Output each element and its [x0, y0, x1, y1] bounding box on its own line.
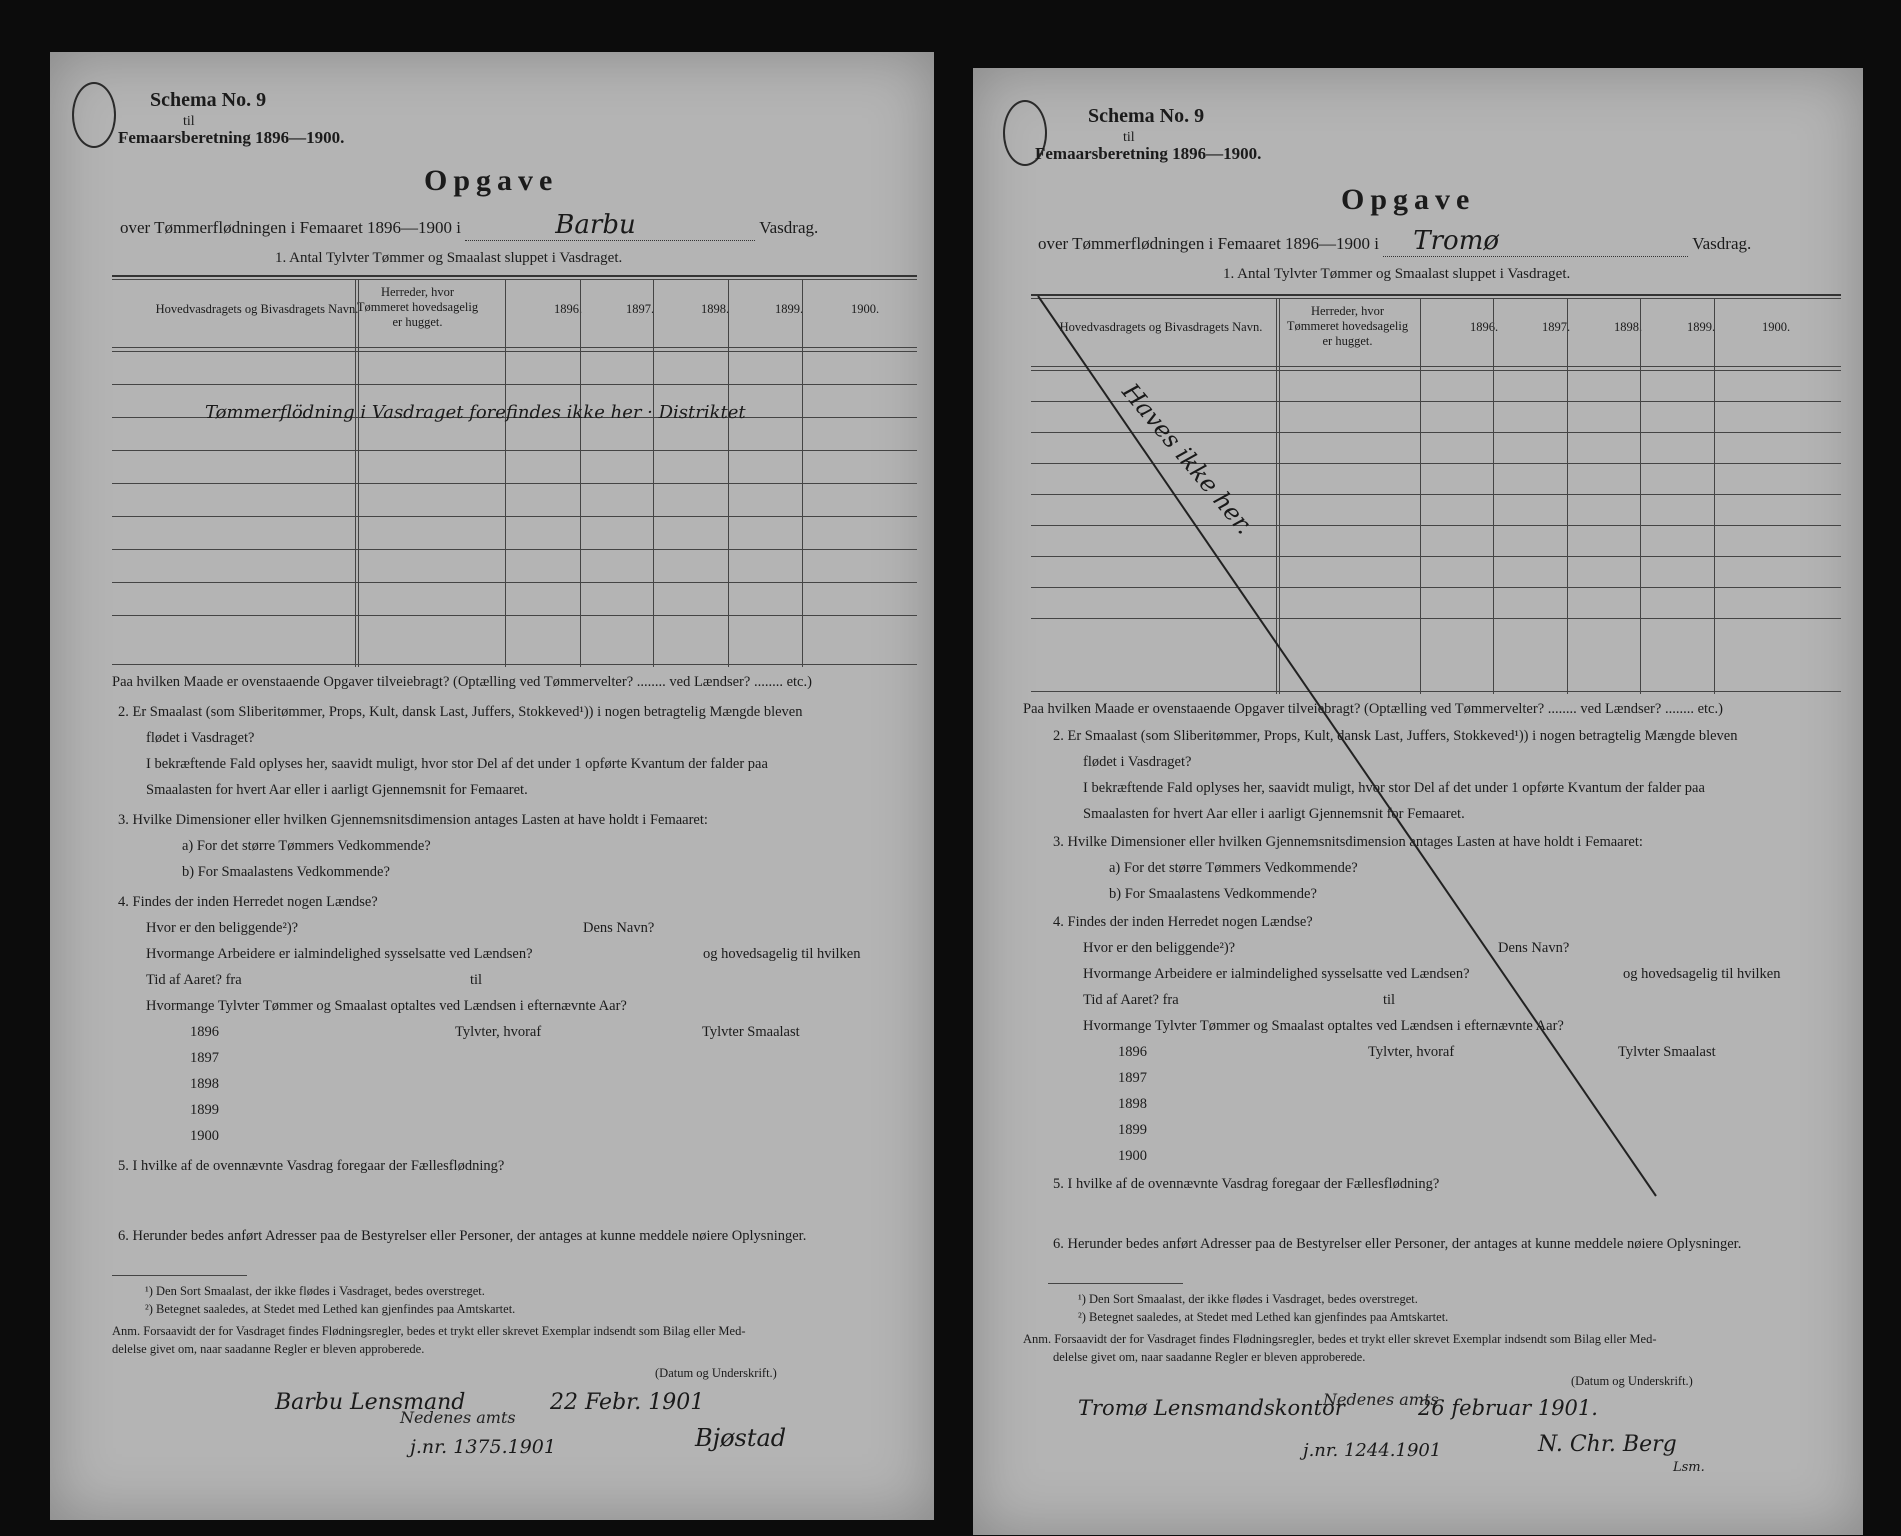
col-header-year: 1896. [1469, 320, 1499, 334]
signature-stamp: Nedenes amts [400, 1408, 516, 1427]
year-row-label: 1899 [1118, 1122, 1147, 1138]
year-row-label: 1897 [1118, 1070, 1147, 1086]
col-header-year: 1899. [774, 302, 804, 316]
col-header-year: 1896. [553, 302, 583, 316]
question-4a-right: Dens Navn? [1498, 940, 1570, 956]
footnote-1: ¹) Den Sort Smaalast, der ikke flødes i Vasdraget, bedes overstreget. [145, 1284, 485, 1298]
question-2-line3: I bekræftende Fald oplyses her, saavidt muligt, hvor stor Del af det under 1 opførte Kvantum der falder paa [146, 756, 768, 772]
question-4b-right: og hovedsagelig til hvilken [1623, 966, 1781, 982]
footnote-2: ²) Betegnet saaledes, at Stedet med Lethed kan gjenfindes paa Amtskartet. [1078, 1310, 1449, 1324]
vasdrag-name-handwritten: Tromø [1383, 226, 1688, 257]
schema-title: Schema No. 9 [150, 89, 267, 111]
col-header-year: 1900. [850, 302, 880, 316]
anm-line1: Anm. Forsaavidt der for Vasdraget findes Flødningsregler, bedes et trykt eller skrevet Exemplar indsendt som Bilag eller Med- [112, 1324, 746, 1338]
question-4: 4. Findes der inden Herredet nogen Lændse? [118, 894, 378, 910]
subject-line-suffix: Vasdrag. [1692, 234, 1752, 253]
question-4c-fra: Tid af Aaret? fra [146, 972, 242, 988]
question-4c-fra: Tid af Aaret? fra [1083, 992, 1179, 1008]
signature-place: Barbu Lensmand [275, 1390, 466, 1415]
year-row-label: 1896 [1118, 1044, 1147, 1060]
datum-label: (Datum og Underskrift.) [1571, 1374, 1693, 1388]
tylvter-smaalast-label: Tylvter Smaalast [702, 1024, 800, 1040]
journal-number: j.nr. 1244.1901 [1303, 1440, 1442, 1461]
question-2-line2: flødet i Vasdraget? [1083, 754, 1192, 770]
table-handwritten-note: Haves ikke her. [1116, 378, 1259, 540]
form-heading: Opgave [1341, 183, 1476, 216]
question-3a: a) For det større Tømmers Vedkommende? [1109, 860, 1358, 876]
signature-place: Tromø Lensmandskontor [1078, 1396, 1345, 1420]
question-3: 3. Hvilke Dimensioner eller hvilken Gjennemsnitsdimension antages Lasten at have holdt i Femaaret: [118, 812, 708, 828]
question-4c-til: til [470, 972, 483, 988]
report-name: Femaarsberetning 1896—1900. [1035, 144, 1262, 163]
signature-role: Lsm. [1673, 1460, 1705, 1475]
anm-line2: delelse givet om, naar saadanne Regler er bleven approberede. [1053, 1350, 1366, 1364]
subject-line-suffix: Vasdrag. [759, 218, 819, 237]
diagonal-cancel-line [973, 68, 1863, 1535]
question-4d: Hvormange Tylvter Tømmer og Smaalast optaltes ved Lændsen i efternævnte Aar? [1083, 1018, 1564, 1034]
question-3a: a) For det større Tømmers Vedkommende? [182, 838, 431, 854]
signature-name: N. Chr. Berg [1538, 1432, 1677, 1457]
question-6: 6. Herunder bedes anført Adresser paa de Bestyrelser eller Personer, der antages at kunne meddele nøiere Oplysninger. [118, 1228, 807, 1244]
col-header-herreder: Herreder, hvor Tømmeret hovedsagelig er hugget. [1286, 304, 1409, 348]
question-5: 5. I hvilke af de ovennævnte Vasdrag foregaar der Fællesflødning? [118, 1158, 505, 1174]
anm-line2: delelse givet om, naar saadanne Regler er bleven approberede. [112, 1342, 425, 1356]
form-page-right [973, 68, 1863, 1535]
question-3: 3. Hvilke Dimensioner eller hvilken Gjennemsnitsdimension antages Lasten at have holdt i Femaaret: [1053, 834, 1643, 850]
form-heading: Opgave [424, 164, 559, 197]
question-paa-hvilken-maade: Paa hvilken Maade er ovenstaaende Opgaver tilveiebragt? (Optælling ved Tømmervelter? ........ ved Lændser? ........ etc.) [112, 674, 812, 690]
question-2-line1: 2. Er Smaalast (som Sliberitømmer, Props, Kult, dansk Last, Juffers, Stokkeved¹)) i nogen betragtelig Mængde bleven [1053, 728, 1738, 744]
question-2-line1: 2. Er Smaalast (som Sliberitømmer, Props, Kult, dansk Last, Juffers, Stokkeved¹)) i nogen betragtelig Mængde bleven [118, 704, 803, 720]
subject-line [120, 210, 818, 241]
question-4c-til: til [1383, 992, 1396, 1008]
question-6: 6. Herunder bedes anført Adresser paa de Bestyrelser eller Personer, der antages at kunne meddele nøiere Oplysninger. [1053, 1236, 1742, 1252]
footnote-2: ²) Betegnet saaledes, at Stedet med Lethed kan gjenfindes paa Amtskartet. [145, 1302, 516, 1316]
year-row-label: 1896 [190, 1024, 219, 1040]
year-row-label: 1900 [190, 1128, 219, 1144]
col-header-name: Hovedvasdragets og Bivasdragets Navn. [155, 302, 359, 316]
question-5: 5. I hvilke af de ovennævnte Vasdrag foregaar der Fællesflødning? [1053, 1176, 1440, 1192]
signature-name: Bjøstad [695, 1424, 787, 1452]
tylvter-smaalast-label: Tylvter Smaalast [1618, 1044, 1716, 1060]
question-4a: Hvor er den beliggende²)? [146, 920, 299, 936]
table-handwritten-note: Tømmerflödning i Vasdraget forefindes ikke her · Distriktet [205, 402, 746, 423]
signature-date: 26 februar 1901. [1418, 1396, 1598, 1420]
question-2-line3: I bekræftende Fald oplyses her, saavidt muligt, hvor stor Del af det under 1 opførte Kvantum der falder paa [1083, 780, 1705, 796]
col-header-year: 1898. [700, 302, 730, 316]
year-row-label: 1900 [1118, 1148, 1147, 1164]
subject-line-prefix: over Tømmerflødningen i Femaaret 1896—1900 i [120, 218, 462, 237]
question-4b: Hvormange Arbeidere er ialmindelighed sysselsatte ved Lændsen? [146, 946, 533, 962]
report-name: Femaarsberetning 1896—1900. [118, 128, 345, 147]
question-2-line4: Smaalasten for hvert Aar eller i aarligt Gjennemsnit for Femaaret. [146, 782, 528, 798]
col-header-herreder: Herreder, hvor Tømmeret hovedsagelig er hugget. [356, 285, 479, 329]
tylvter-hvoraf-label: Tylvter, hvoraf [1368, 1044, 1455, 1060]
year-row-label: 1899 [190, 1102, 219, 1118]
tylvter-hvoraf-label: Tylvter, hvoraf [455, 1024, 542, 1040]
form-page-left [50, 52, 934, 1520]
section-1-heading: 1. Antal Tylvter Tømmer og Smaalast sluppet i Vasdraget. [275, 250, 623, 266]
vasdrag-name-handwritten: Barbu [465, 210, 755, 241]
question-4d: Hvormange Tylvter Tømmer og Smaalast optaltes ved Lændsen i efternævnte Aar? [146, 998, 627, 1014]
section-1-heading: 1. Antal Tylvter Tømmer og Smaalast sluppet i Vasdraget. [1223, 266, 1571, 282]
year-row-label: 1898 [1118, 1096, 1147, 1112]
question-2-line4: Smaalasten for hvert Aar eller i aarligt Gjennemsnit for Femaaret. [1083, 806, 1465, 822]
schema-title: Schema No. 9 [1088, 105, 1205, 127]
anm-line1: Anm. Forsaavidt der for Vasdraget findes Flødningsregler, bedes et trykt eller skrevet Exemplar indsendt som Bilag eller Med- [1023, 1332, 1657, 1346]
question-2-line2: flødet i Vasdraget? [146, 730, 255, 746]
question-4b-right: og hovedsagelig til hvilken [703, 946, 861, 962]
col-header-year: 1897. [625, 302, 655, 316]
subject-line-prefix: over Tømmerflødningen i Femaaret 1896—1900 i [1038, 234, 1380, 253]
footnote-1: ¹) Den Sort Smaalast, der ikke flødes i Vasdraget, bedes overstreget. [1078, 1292, 1418, 1306]
signature-stamp: Nedenes amts [1323, 1390, 1439, 1409]
question-4a-right: Dens Navn? [583, 920, 655, 936]
question-4: 4. Findes der inden Herredet nogen Lændse? [1053, 914, 1313, 930]
schema-til: til [183, 114, 195, 129]
col-header-year: 1900. [1761, 320, 1791, 334]
question-4b: Hvormange Arbeidere er ialmindelighed sysselsatte ved Lændsen? [1083, 966, 1470, 982]
question-4a: Hvor er den beliggende²)? [1083, 940, 1236, 956]
year-row-label: 1898 [190, 1076, 219, 1092]
datum-label: (Datum og Underskrift.) [655, 1366, 777, 1380]
col-header-name: Hovedvasdragets og Bivasdragets Navn. [1059, 320, 1263, 334]
col-header-year: 1898. [1613, 320, 1643, 334]
col-header-year: 1899. [1686, 320, 1716, 334]
question-3b: b) For Smaalastens Vedkommende? [1109, 886, 1317, 902]
year-row-label: 1897 [190, 1050, 219, 1066]
question-paa-hvilken-maade: Paa hvilken Maade er ovenstaaende Opgaver tilveiebragt? (Optælling ved Tømmervelter? ........ ved Lændser? ........ etc.) [1023, 701, 1723, 717]
col-header-year: 1897. [1541, 320, 1571, 334]
pencil-circle-mark [72, 82, 116, 148]
question-3b: b) For Smaalastens Vedkommende? [182, 864, 390, 880]
journal-number: j.nr. 1375.1901 [410, 1436, 556, 1458]
schema-til: til [1123, 130, 1135, 145]
signature-date: 22 Febr. 1901 [550, 1390, 705, 1415]
